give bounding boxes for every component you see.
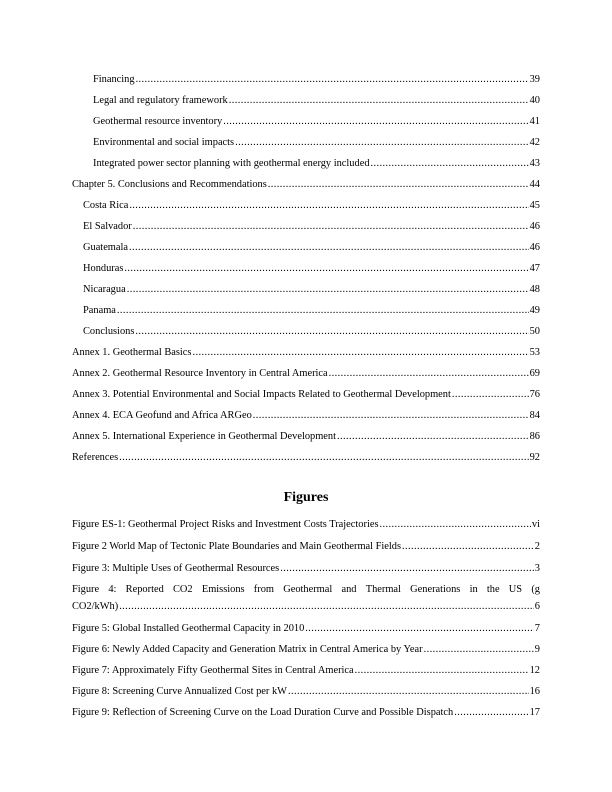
figure-word: Geothermal [283,584,333,595]
toc-entry-label: Nicaragua [83,284,126,295]
figure-word: and [341,584,357,595]
leader-dots [136,73,529,86]
toc-entry-label: Annex 2. Geothermal Resource Inventory in Central America [72,368,328,379]
figure-word: CO2 [172,584,193,595]
leader-dots [355,664,529,677]
figure-entry-label: Figure 5: Global Installed Geothermal Capacity in 2010 [72,623,305,634]
figure-word: the [486,584,500,595]
figure-word: Reported [125,584,164,595]
figure-entry-8[interactable] [72,685,540,698]
figure-entry-label: Figure 2 World Map of Tectonic Plate Boundaries and Main Geothermal Fields [72,541,402,552]
toc-entry-page: 50 [529,326,540,337]
toc-entry-page: 53 [529,347,540,358]
toc-entry-el-salvador[interactable] [83,220,540,233]
leader-dots [280,562,534,575]
toc-entry-page: 92 [529,452,540,463]
toc-entry-resource-inventory[interactable] [93,115,540,128]
toc-entry-environmental-impacts[interactable] [93,136,540,149]
toc-entry-guatemala[interactable] [83,241,540,254]
leader-dots [192,346,528,359]
leader-dots [129,241,529,254]
toc-entry-page: 45 [529,200,540,211]
leader-dots [129,199,528,212]
figure-entry-9[interactable] [72,706,540,719]
toc-entry-integrated-planning[interactable] [93,157,540,170]
leader-dots [119,600,534,613]
toc-entry-label: Annex 1. Geothermal Basics [72,347,192,358]
figure-entry-7[interactable] [72,664,540,677]
figure-word: Thermal [365,584,401,595]
figure-entry-2[interactable] [72,540,540,553]
toc-entry-panama[interactable] [83,304,540,317]
figure-entry-page: 3 [534,563,540,574]
leader-dots [371,157,529,170]
toc-entry-label: El Salvador [83,221,132,232]
leader-dots [268,178,529,191]
toc-entry-page: 47 [529,263,540,274]
toc-entry-annex-3[interactable] [72,388,540,401]
figure-entry-page: 6 [534,601,540,612]
figure-entry-label-line1 [72,583,540,596]
toc-entry-label: Costa Rica [83,200,129,211]
figures-heading: Figures [283,490,329,505]
toc-entry-page: 41 [529,116,540,127]
figure-word: (g [531,584,540,595]
toc-entry-label: Environmental and social impacts [93,137,235,148]
toc-entry-page: 76 [529,389,540,400]
toc-entry-page: 69 [529,368,540,379]
toc-entry-page: 46 [529,242,540,253]
toc-entry-label: References [72,452,119,463]
leader-dots [124,262,528,275]
figure-entry-page: 16 [529,686,540,697]
figure-word: US [508,584,523,595]
toc-entry-label: Geothermal resource inventory [93,116,223,127]
toc-entry-page: 44 [529,179,540,190]
figure-word: Emissions [201,584,245,595]
figure-entry-label: Figure 9: Reflection of Screening Curve on the Load Duration Curve and Possible Dispatch [72,707,454,718]
toc-entry-label: Panama [83,305,116,316]
toc-entry-page: 48 [529,284,540,295]
toc-entry-page: 46 [529,221,540,232]
figure-entry-page: 7 [534,623,540,634]
figure-entry-page: vi [531,519,540,530]
toc-entry-label: Chapter 5. Conclusions and Recommendations [72,179,267,190]
figure-entry-label: Figure ES-1: Geothermal Project Risks and Investment Costs Trajectories [72,519,379,530]
toc-entry-label: Legal and regulatory framework [93,95,228,106]
leader-dots [452,388,529,401]
leader-dots [288,685,529,698]
toc-entry-label: Conclusions [83,326,135,337]
toc-entry-annex-4[interactable] [72,409,540,422]
leader-dots [454,706,528,719]
leader-dots [337,430,529,443]
leader-dots [119,451,528,464]
toc-entry-annex-1[interactable] [72,346,540,359]
toc-entry-page: 43 [529,158,540,169]
figure-entry-label: Figure 8: Screening Curve Annualized Cost per kW [72,686,287,697]
toc-entry-page: 86 [529,431,540,442]
figure-entry-5[interactable] [72,622,540,635]
toc-entry-nicaragua[interactable] [83,283,540,296]
leader-dots [305,622,534,635]
leader-dots [229,94,529,107]
toc-entry-label: Annex 3. Potential Environmental and Social Impacts Related to Geothermal Development [72,389,451,400]
toc-entry-legal-framework[interactable] [93,94,540,107]
leader-dots [117,304,529,317]
figure-entry-label: Figure 6: Newly Added Capacity and Generation Matrix in Central America by Year [72,644,423,655]
toc-entry-label: Annex 4. ECA Geofund and Africa ARGeo [72,410,252,421]
toc-entry-label: Guatemala [83,242,129,253]
leader-dots [135,325,528,338]
figure-word: Generations [410,584,461,595]
toc-entry-page: 42 [529,137,540,148]
toc-entry-page: 39 [529,74,540,85]
leader-dots [380,518,531,531]
toc-entry-financing[interactable] [93,73,540,86]
leader-dots [133,220,529,233]
figure-entry-3[interactable] [72,562,540,575]
leader-dots [223,115,528,128]
figure-word: in [469,584,478,595]
figure-entry-label-line2: CO2/kWh) [72,601,119,612]
figure-entry-page: 12 [529,665,540,676]
toc-entry-label: Annex 5. International Experience in Geothermal Development [72,431,336,442]
leader-dots [253,409,529,422]
toc-entry-label: Honduras [83,263,124,274]
toc-entry-references[interactable] [72,451,540,464]
toc-entry-conclusions[interactable] [83,325,540,338]
leader-dots [424,643,534,656]
toc-entry-chapter-5[interactable] [72,178,540,191]
toc-entry-page: 49 [529,305,540,316]
figure-entry-page: 2 [534,541,540,552]
figure-entry-label: Figure 7: Approximately Fifty Geothermal Sites in Central America [72,665,354,676]
toc-entry-annex-2[interactable] [72,367,540,380]
leader-dots [329,367,529,380]
toc-entry-label: Integrated power sector planning with geothermal energy included [93,158,370,169]
figure-entry-4[interactable] [72,583,540,612]
figure-word: from [253,584,274,595]
toc-entry-honduras[interactable] [83,262,540,275]
toc-entry-page: 84 [529,410,540,421]
toc-entry-label: Financing [93,74,135,85]
leader-dots [235,136,529,149]
figure-entry-4-line2 [72,600,540,613]
figure-word: 4: [108,584,117,595]
figure-entry-page: 9 [534,644,540,655]
toc-entry-annex-5[interactable] [72,430,540,443]
figure-entry-6[interactable] [72,643,540,656]
figure-entry-page: 17 [529,707,540,718]
figure-word: Figure [72,584,100,595]
figure-entry-es-1[interactable] [72,518,540,531]
toc-entry-page: 40 [529,95,540,106]
leader-dots [127,283,529,296]
figure-entry-label: Figure 3: Multiple Uses of Geothermal Resources [72,563,280,574]
toc-entry-costa-rica[interactable] [83,199,540,212]
leader-dots [402,540,534,553]
